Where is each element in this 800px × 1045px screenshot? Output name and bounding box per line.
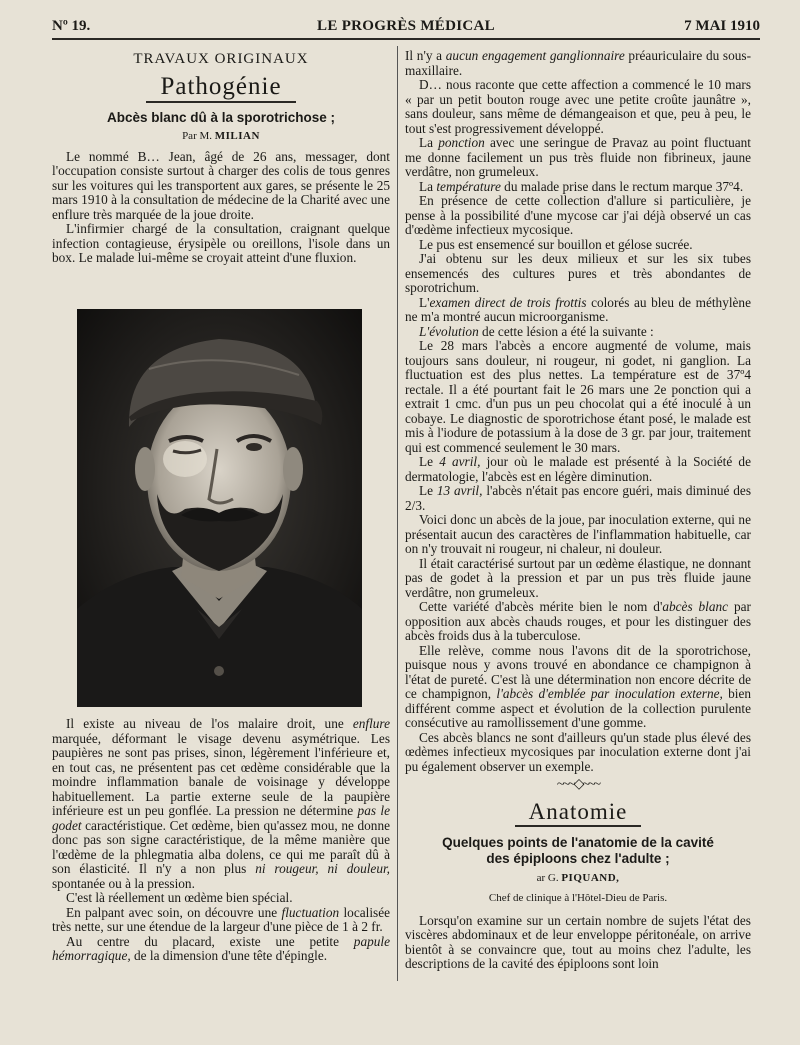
running-header bbox=[52, 16, 760, 38]
left-column-top bbox=[52, 50, 390, 266]
rubric: TRAVAUX ORIGINAUX bbox=[133, 51, 309, 67]
byline-prefix: Par M. bbox=[182, 130, 213, 142]
paragraph: Elle relève, comme nous l'avons dit de la sporotrichose, puisque nous y avons trouvé en abondance ce champignon à l'état de pureté. C'est là une détermination non encore décrite de ce champignon, l'abcès d'emblée par inoculation externe, bien différent comme aspect et évolution de la collection purulente consécutive au ramollissement d'une gomme. bbox=[405, 642, 751, 730]
paragraph: Il n'y a aucun engagement ganglionnaire préauriculaire du sous-maxillaire. bbox=[405, 48, 751, 78]
paragraph: C'est là réellement un œdème bien spécial. bbox=[66, 890, 293, 905]
header-rule bbox=[52, 38, 760, 40]
paragraph: En présence de cette collection d'allure si particulière, je pense à la possibilité d'une mycose car j'ai déjà observé un cas d'œdème infectieux mycosique. bbox=[405, 193, 751, 237]
issue-date: 7 MAI 1910 bbox=[684, 18, 760, 34]
article-title-2: Quelques points de l'anatomie de la cavité des épiploons chez l'adulte ; bbox=[442, 834, 714, 866]
paragraph: Le 28 mars l'abcès a encore augmenté de volume, mais toujours sans douleur, ni rougeur, ni godet, ni ganglion. La fluctuation est des plus nettes. La température est de 37º4 rectale. Il a été pourtant fait le 26 mars une 2e ponction qui a extrait 1 cmc. d'un pus un peu chocolat qui a été inoculé à un cobaye. Le diagnostic de sporotrichose étant posé, le malade est mis à l'iodure de potassium à la dose de 3 gr. par jour, traitement qui est commencé seulement le 30 mars. bbox=[405, 338, 751, 455]
left-column-bottom bbox=[52, 717, 390, 964]
paragraph: Le 13 avril, l'abcès n'était pas encore guéri, mais diminué des 2/3. bbox=[405, 483, 751, 513]
paragraph: Le pus est ensemencé sur bouillon et gélose sucrée. bbox=[419, 236, 693, 252]
column-rule bbox=[397, 46, 398, 981]
patient-photograph bbox=[77, 309, 362, 707]
article-title: Abcès blanc dû à la sporotrichose ; bbox=[106, 109, 336, 125]
paragraph: Lorsqu'on examine sur un certain nombre de sujets l'état des viscères abdominaux et de leur enveloppe péritonéale, on arrive bientôt à se convaincre que, tout au moins chez l'adulte, les descriptions de la cavité des épiploons sont loin bbox=[405, 912, 751, 971]
author-name: MILIAN bbox=[214, 130, 260, 142]
byline bbox=[52, 129, 390, 144]
paragraph: Voici donc un abcès de la joue, par inoculation externe, qui ne présentait aucun des caractères de l'inflammation habituelle, car on n'y trouvait ni rougeur, ni chaleur, ni douleur. bbox=[405, 512, 751, 556]
paragraph: Au centre du placard, existe une petite papule hémorragique, de la dimension d'une tête d'épingle. bbox=[52, 933, 390, 963]
paragraph: J'ai obtenu sur les deux milieux et sur les six tubes ensemencés des cultures pures et très abondantes de sporotrichum. bbox=[405, 251, 751, 295]
byline-2: ar G. PIQUAND, bbox=[536, 871, 620, 884]
portrait-image bbox=[77, 309, 362, 707]
author-name-2: PIQUAND, bbox=[561, 871, 620, 884]
paragraph: Il existe au niveau de l'os malaire droit, une enflure marquée, déformant le visage devenu asymétrique. Les paupières ne sont pas prises, sinon, légèrement l'inférieure et, en tout cas, ne présentent pas cet œdème considérable que la moindre inflammation banale de voisinage y développe habituellement. La partie externe seule de la paupière inférieure est un peu gonflée. La pression ne détermine pas le godet caractéristique. Cet œdème, bien qu'assez mou, ne donne donc pas son signe caractéristique, de la même manière que l'œdème de la phlegmatia alba dolens, ce qui me paraît dû à son élasticité. Il n'y a non plus ni rougeur, ni douleur, spontanée ou à la pression. bbox=[52, 716, 390, 891]
paragraph: Le nommé B… Jean, âgé de 26 ans, messager, dont l'occupation consiste surtout à charger des colis de tous genres sur les voitures qui les transportent aux gares, se présente le 25 mars 1910 à la consultation de médecine de la Charité avec une enflure très marquée de la joue droite. bbox=[52, 148, 390, 222]
ornamental-divider: ~~~◇~~~ bbox=[556, 777, 600, 792]
author-affiliation: Chef de clinique à l'Hôtel-Dieu de Paris. bbox=[488, 892, 668, 904]
section-title: Pathogénie bbox=[146, 73, 296, 103]
paragraph: En palpant avec soin, on découvre une fluctuation localisée très nette, sur une étendue de la largeur d'une pièce de 1 à 2 fr. bbox=[52, 904, 390, 934]
paragraph: L'évolution de cette lésion a été la suivante : bbox=[419, 323, 654, 339]
paragraph: La ponction avec une seringue de Pravaz au point fluctuant me donne facilement un pus très fluide non fibrineux, jaune verdâtre, non grumeleux. bbox=[405, 135, 751, 179]
section-title-anatomie: Anatomie bbox=[515, 799, 641, 827]
paragraph: Le 4 avril, jour où le malade est présenté à la Société de dermatologie, l'abcès est en légère diminution. bbox=[405, 454, 751, 484]
paragraph: Il était caractérisé surtout par un œdème élastique, ne donnant pas de godet à la pression et par un pus très fluide jaune verdâtre, non grumeleux. bbox=[405, 555, 751, 600]
issue-number: Nº 19. bbox=[52, 18, 91, 34]
paragraph: Ces abcès blancs ne sont d'ailleurs qu'un stade plus élevé des œdèmes infectieux mycosiques par inoculation externe dont j'ai pu également observer un exemple. bbox=[405, 729, 751, 774]
paragraph: L'examen direct de trois frottis colorés au bleu de méthylène ne m'a montré aucun microorganisme. bbox=[405, 294, 751, 324]
right-column bbox=[405, 49, 751, 972]
journal-title: LE PROGRÈS MÉDICAL bbox=[317, 18, 495, 34]
paragraph: Cette variété d'abcès mérite bien le nom d'abcès blanc par opposition aux abcès chauds rouges, et pour les distinguer des abcès froids dus à la tuberculose. bbox=[405, 599, 751, 643]
paragraph: La température du malade prise dans le rectum marque 37º4. bbox=[419, 178, 744, 194]
paragraph: L'infirmier chargé de la consultation, craignant quelque infection contagieuse, érysipèle ou oreillons, l'isole dans un box. Le malade lui-même se croyait atteint d'une fluxion. bbox=[52, 221, 390, 265]
paragraph: D… nous raconte que cette affection a commencé le 10 mars « par un petit bouton rouge avec une petite croûte jaunâtre », sans douleur, sans même de démangeaison et que, peu à peu, le tout s'est progressivement développé. bbox=[405, 77, 751, 136]
